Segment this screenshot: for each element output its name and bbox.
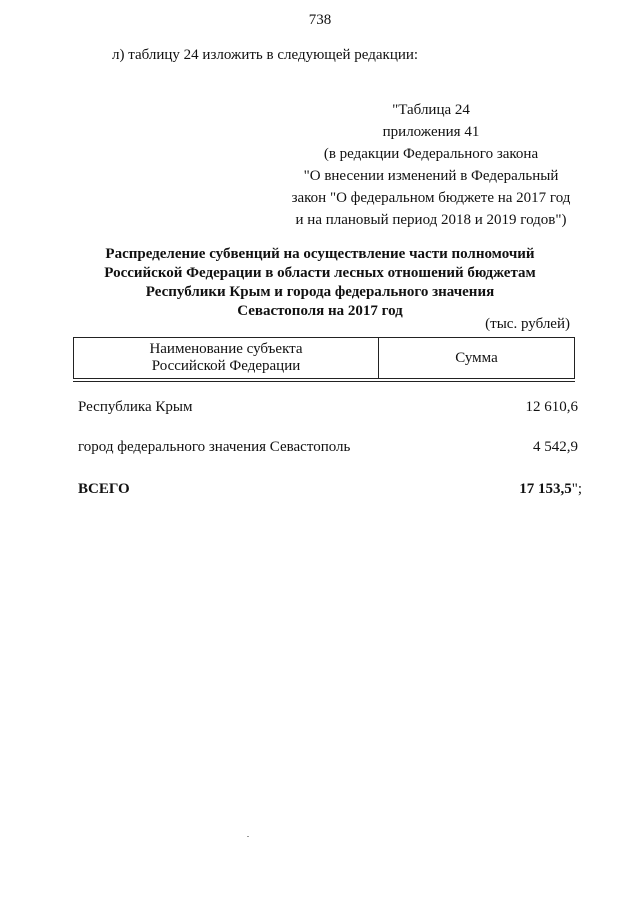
header-name-line: Российской Федерации bbox=[151, 358, 301, 374]
heading-line: "Таблица 24 bbox=[392, 102, 470, 118]
table-heading bbox=[290, 99, 572, 231]
total-value bbox=[519, 481, 582, 498]
units-label: (тыс. рублей) bbox=[485, 316, 570, 332]
title-line: Севастополя на 2017 год bbox=[237, 303, 403, 319]
page-number: 738 bbox=[308, 12, 332, 28]
table-row-value: 12 610,6 bbox=[525, 399, 578, 415]
heading-line: (в редакции Федерального закона bbox=[323, 146, 539, 162]
header-column-name bbox=[74, 338, 379, 378]
table-row-name: город федерального значения Севастополь bbox=[78, 439, 351, 455]
heading-line: "О внесении изменений в Федеральный bbox=[303, 168, 559, 184]
title-line: Республики Крым и города федерального значения bbox=[145, 284, 495, 300]
heading-line: закон "О федеральном бюджете на 2017 год bbox=[291, 190, 571, 206]
title-line: Распределение субвенций на осуществление части полномочий bbox=[105, 246, 535, 262]
header-column-sum: Сумма bbox=[455, 349, 498, 366]
header-name-line: Наименование субъекта bbox=[149, 341, 303, 357]
title-line: Российской Федерации в области лесных отношений бюджетам bbox=[104, 265, 536, 281]
total-label: ВСЕГО bbox=[78, 481, 130, 497]
heading-line: приложения 41 bbox=[382, 124, 480, 140]
total-closing-quote: "; bbox=[571, 481, 582, 497]
table-row-name: Республика Крым bbox=[78, 399, 193, 415]
heading-line: и на плановый период 2018 и 2019 годов") bbox=[295, 212, 567, 228]
document-title bbox=[60, 245, 580, 321]
scan-speck bbox=[247, 836, 249, 837]
instruction-text: л) таблицу 24 изложить в следующей редакции: bbox=[112, 47, 419, 63]
table-header bbox=[73, 337, 575, 379]
total-amount: 17 153,5 bbox=[519, 481, 572, 497]
table-row-value: 4 542,9 bbox=[533, 439, 578, 455]
